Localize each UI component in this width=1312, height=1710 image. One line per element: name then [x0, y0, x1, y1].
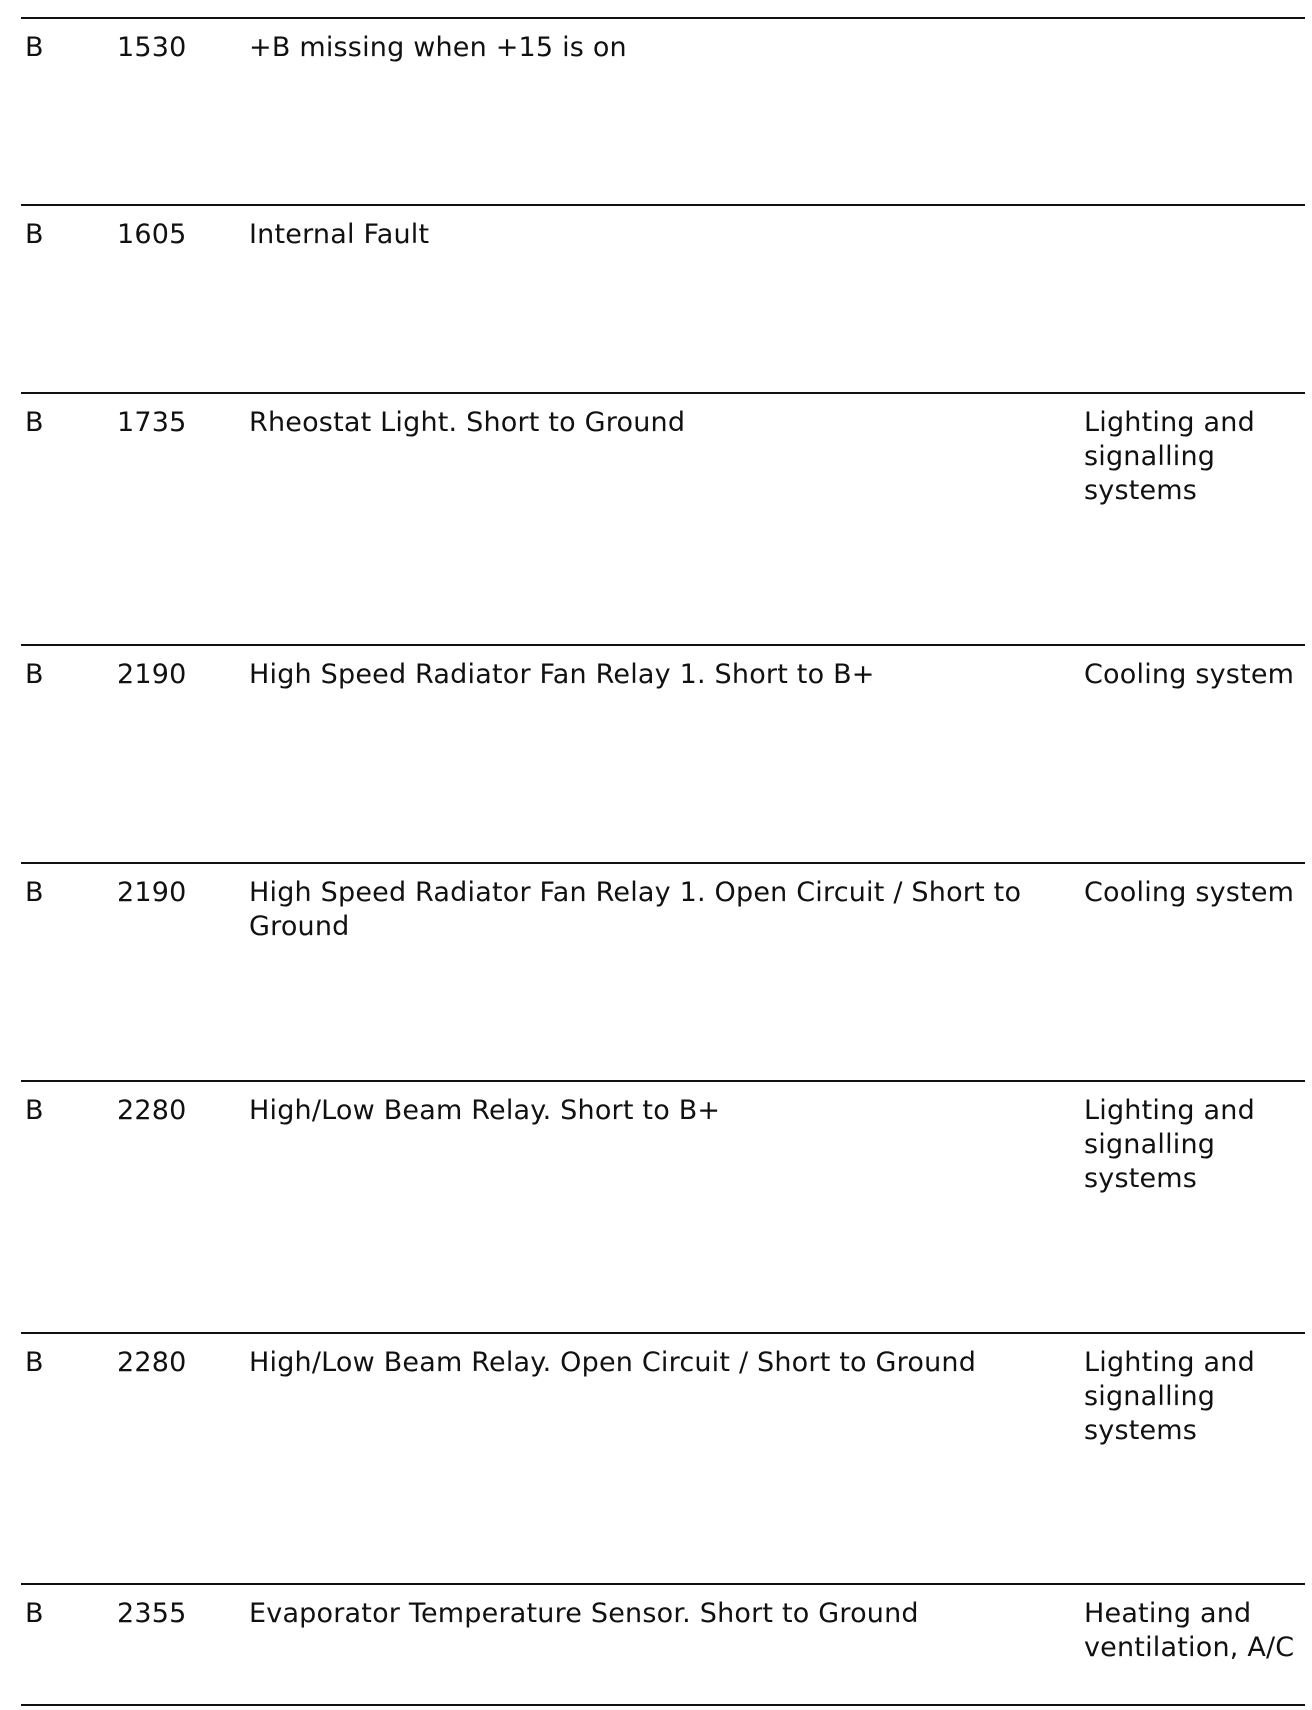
- fault-code: 2190: [117, 877, 187, 908]
- fault-description: Rheostat Light. Short to Ground: [249, 407, 686, 438]
- fault-code: 2190: [117, 659, 187, 690]
- table-row: [21, 17, 1305, 204]
- fault-code-table: [21, 17, 1305, 1706]
- fault-system: Heating and ventilation, A/C: [1084, 1598, 1295, 1663]
- fault-description: High/Low Beam Relay. Open Circuit / Short to Ground: [249, 1347, 977, 1378]
- table-row: [21, 1332, 1305, 1583]
- fault-type: B: [25, 1347, 44, 1378]
- fault-type: B: [25, 32, 44, 63]
- fault-code: 1735: [117, 407, 187, 438]
- fault-type: B: [25, 877, 44, 908]
- fault-type: B: [25, 1095, 44, 1126]
- fault-type: B: [25, 219, 44, 250]
- fault-type: B: [25, 1598, 44, 1629]
- fault-type: B: [25, 659, 44, 690]
- fault-system: Lighting and signalling systems: [1084, 1095, 1255, 1194]
- table-row: [21, 644, 1305, 862]
- fault-system: Cooling system: [1084, 877, 1295, 908]
- table-row: [21, 204, 1305, 392]
- fault-code: 2280: [117, 1095, 187, 1126]
- table-row: [21, 1583, 1305, 1706]
- fault-code: 2280: [117, 1347, 187, 1378]
- fault-type: B: [25, 407, 44, 438]
- fault-description: High Speed Radiator Fan Relay 1. Open Circuit / Short to Ground: [249, 877, 1022, 942]
- fault-system: Lighting and signalling systems: [1084, 1347, 1255, 1446]
- table-row: [21, 862, 1305, 1080]
- fault-system: Cooling system: [1084, 659, 1295, 690]
- fault-description: High/Low Beam Relay. Short to B+: [249, 1095, 721, 1126]
- fault-system: Lighting and signalling systems: [1084, 407, 1255, 506]
- fault-code: 1530: [117, 32, 187, 63]
- fault-code: 2355: [117, 1598, 187, 1629]
- fault-description: High Speed Radiator Fan Relay 1. Short to B+: [249, 659, 875, 690]
- fault-description: Evaporator Temperature Sensor. Short to Ground: [249, 1598, 919, 1629]
- fault-description: Internal Fault: [249, 219, 430, 250]
- table-row: [21, 392, 1305, 644]
- fault-description: +B missing when +15 is on: [249, 32, 627, 63]
- fault-code: 1605: [117, 219, 187, 250]
- table-row: [21, 1080, 1305, 1332]
